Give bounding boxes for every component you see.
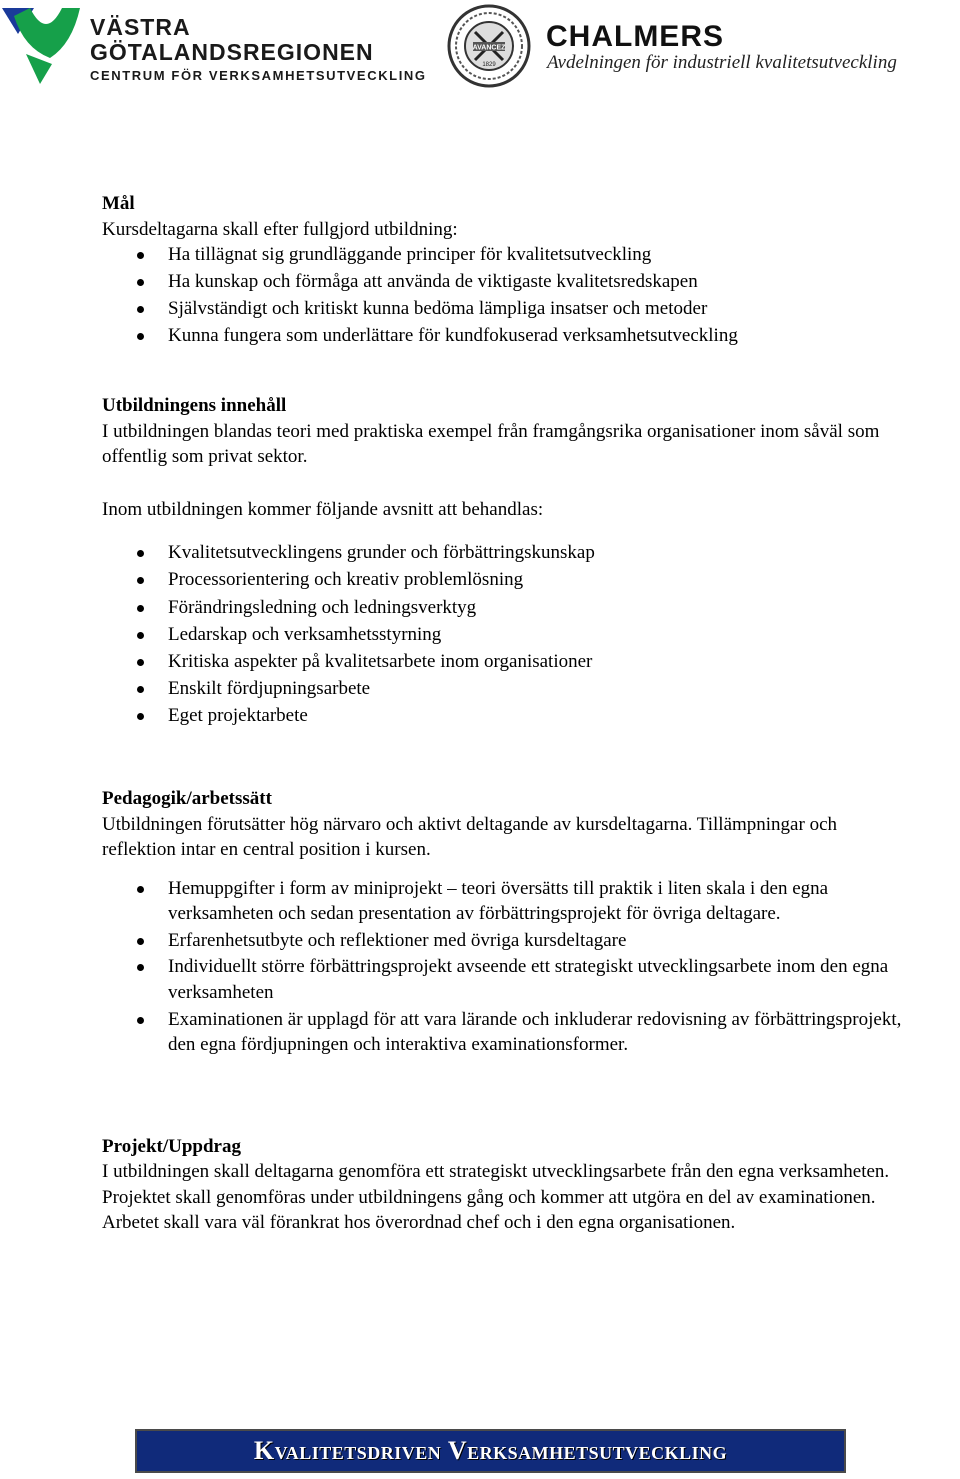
list-item: Ha tillägnat sig grundläggande principer för kvalitetsutveckling (102, 242, 902, 268)
svg-text:AVANCEZ: AVANCEZ (472, 44, 506, 52)
vg-line-1: VÄSTRA (90, 14, 191, 40)
list-item: Ledarskap och verksamhetsstyrning (102, 622, 902, 648)
vastra-gotalandsregionen-wordmark (90, 16, 427, 82)
innehall-heading: Utbildningens innehåll (102, 395, 287, 417)
list-item: Eget projektarbete (102, 703, 902, 729)
list-item: Kvalitetsutvecklingens grunder och förbättringskunskap (102, 540, 902, 566)
list-item: Processorientering och kreativ problemlösning (102, 567, 902, 593)
pedagogik-list (102, 876, 902, 1058)
innehall-text: I utbildningen blandas teori med praktiska exempel från framgångsrika organisationer inom såväl som offentlig som privat sektor. (102, 420, 880, 468)
vastra-gotalandsregionen-logo-icon (0, 4, 92, 86)
page-header (0, 0, 960, 100)
list-item: Hemuppgifter i form av miniprojekt – teori översätts till praktik i liten skala i den egna verksamheten och sedan presentation av förbättringsprojekt för övriga deltagare. (102, 876, 902, 927)
chalmers-subtitle: Avdelningen för industriell kvalitetsutveckling (547, 52, 897, 73)
document-body (102, 191, 902, 1236)
list-item: Examinationen är upplagd för att vara lärande och inkluderar redovisning av förbättringsprojekt, den egna fördjupningen och interaktiva examinationsformer. (102, 1007, 902, 1058)
chalmers-wordmark: CHALMERS (546, 20, 724, 53)
footer-banner (135, 1429, 846, 1473)
projekt-heading: Projekt/Uppdrag (102, 1135, 241, 1157)
vg-line-3: CENTRUM FÖR VERKSAMHETSUTVECKLING (90, 68, 427, 83)
list-item: Ha kunskap och förmåga att använda de viktigaste kvalitetsredskapen (102, 269, 902, 295)
list-item: Erfarenhetsutbyte och reflektioner med övriga kursdeltagare (102, 928, 902, 954)
chalmers-seal-icon (445, 4, 533, 88)
svg-text:1829: 1829 (482, 62, 496, 68)
mal-heading: Mål (102, 193, 135, 214)
innehall-list (102, 540, 902, 728)
list-item: Enskilt fördjupningsarbete (102, 676, 902, 702)
projekt-text: I utbildningen skall deltagarna genomföra ett strategiskt utvecklingsarbete från den egna verksamheten. Projektet skall genomföras under utbildningens gång och kommer att utgöra en del av examinationen. Arbetet skall vara väl förankrat hos överordnad chef och i den egna organisationen. (102, 1161, 890, 1234)
pedagogik-text: Utbildningen förutsätter hög närvaro och aktivt deltagande av kursdeltagarna. Tillämpningar och reflektion intar en central position i kursen. (102, 813, 837, 861)
pedagogik-heading: Pedagogik/arbetssätt (102, 788, 272, 810)
footer-banner-text: Kvalitetsdriven Verksamhetsutveckling (253, 1436, 728, 1465)
list-item: Kunna fungera som underlättare för kundfokuserad verksamhetsutveckling (102, 323, 902, 349)
list-item: Kritiska aspekter på kvalitetsarbete inom organisationer (102, 649, 902, 675)
mal-list (102, 242, 902, 349)
list-item: Självständigt och kritiskt kunna bedöma lämpliga insatser och metoder (102, 296, 902, 322)
list-item: Individuellt större förbättringsprojekt avseende ett strategiskt utvecklingsarbete inom den egna verksamheten (102, 954, 902, 1005)
innehall-intro: Inom utbildningen kommer följande avsnitt att behandlas: (102, 498, 544, 520)
vg-line-2: GÖTALANDSREGIONEN (90, 39, 374, 65)
list-item: Förändringsledning och ledningsverktyg (102, 595, 902, 621)
mal-intro: Kursdeltagarna skall efter fullgjord utbildning: (102, 218, 458, 240)
